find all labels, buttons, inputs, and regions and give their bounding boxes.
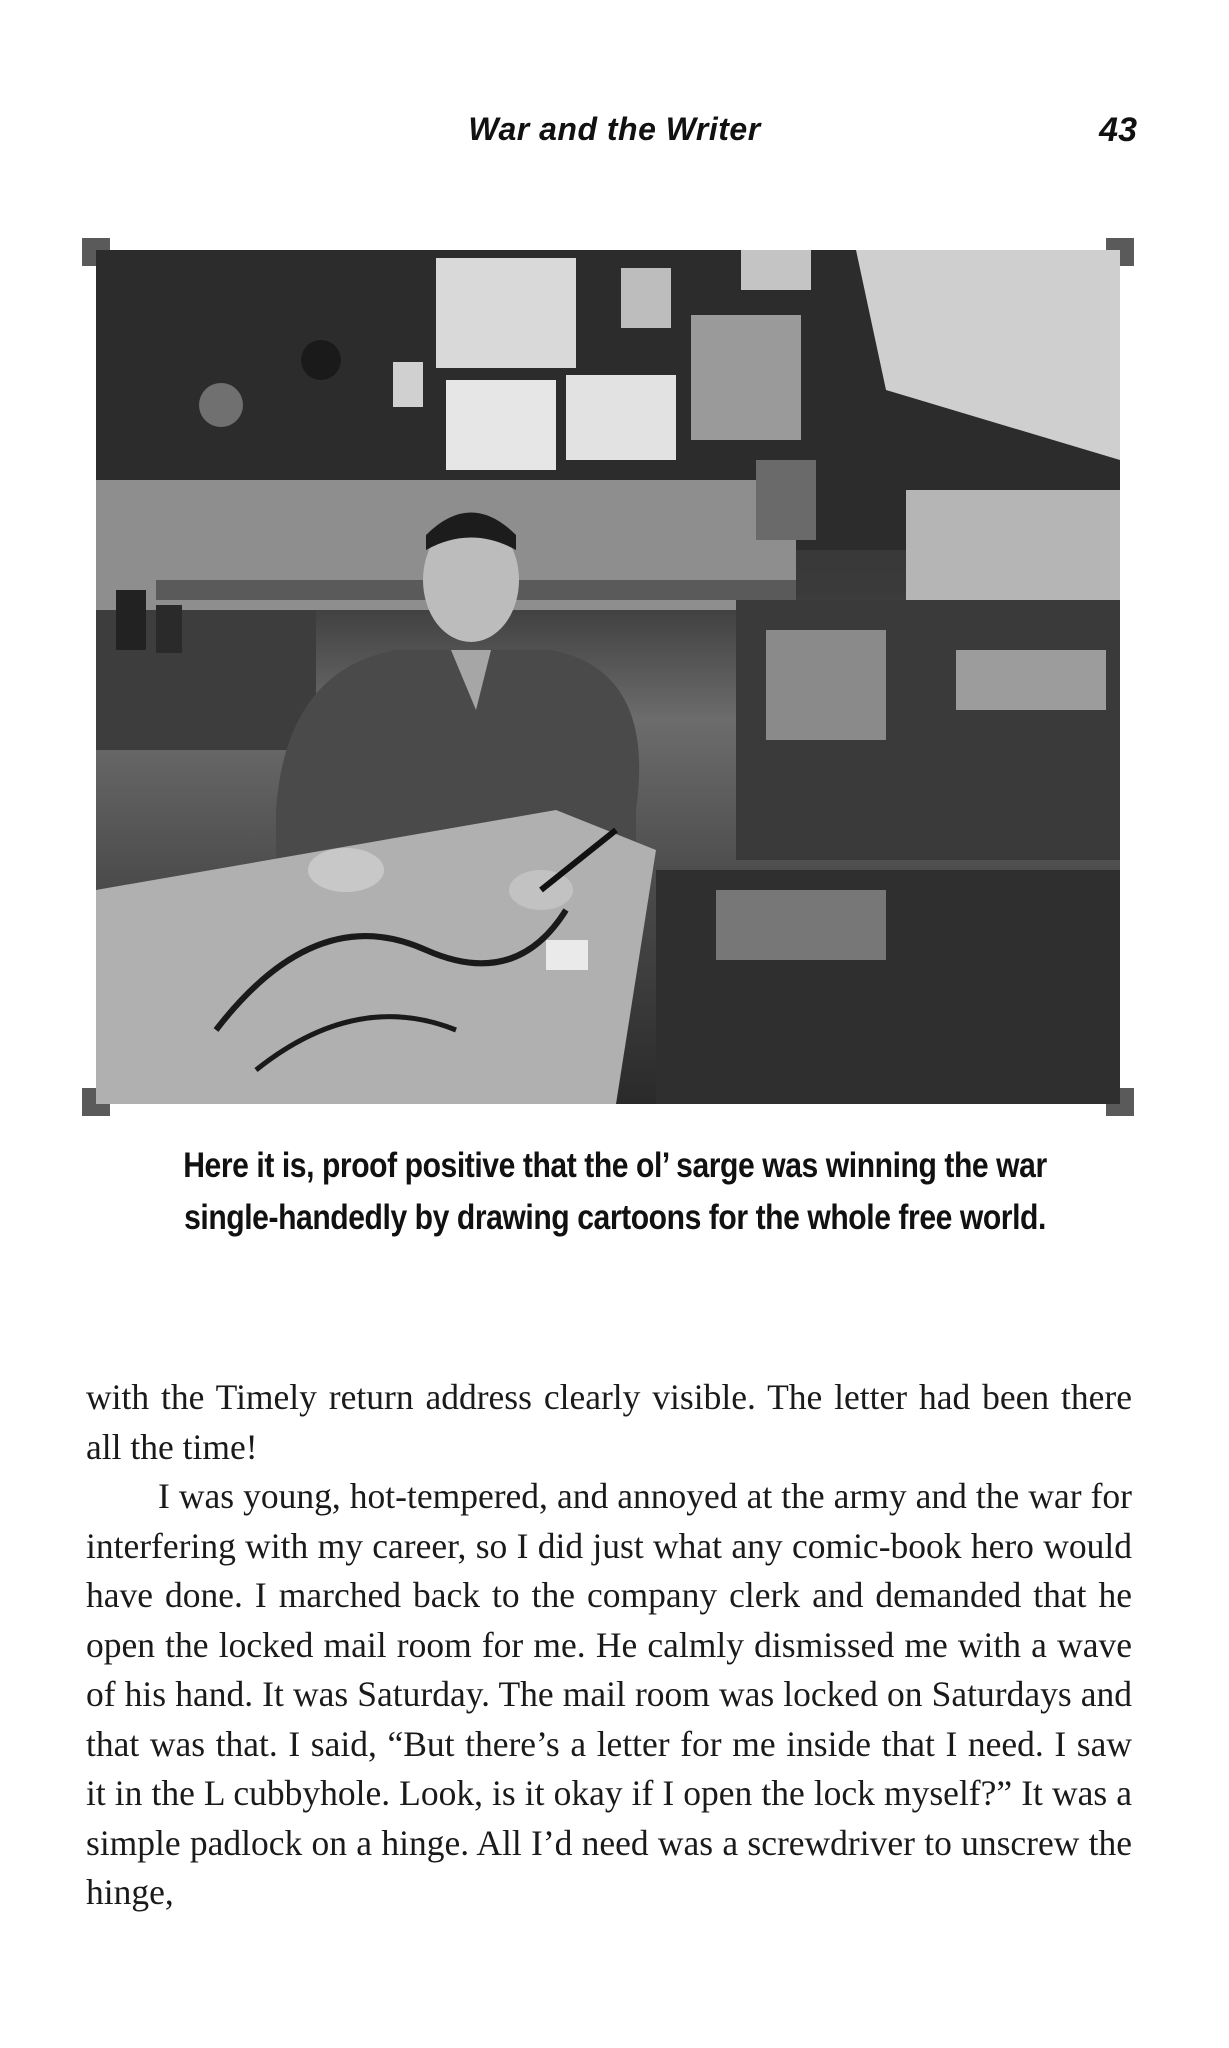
paragraph: I was young, hot-tempered, and annoyed at the army and the war for interfering with my career, so I did just what any comic-book hero would have done. I marched back to the company clerk and demanded that he open the locked mail room for me. He calmly dismissed me with a wave of his hand. It was Saturday. The mail room was locked on Saturdays and that was that. I said, “But there’s a letter for me inside that I need. I saw it in the L cubbyhole. Look, is it okay if I open the lock myself?” It was a simple padlock on a hinge. All I’d need was a screwdriver to unscrew the hinge, bbox=[86, 1476, 1132, 1912]
stacked-books bbox=[956, 650, 1106, 710]
pinned-paper bbox=[566, 375, 676, 460]
pinned-cartoon bbox=[741, 250, 811, 290]
running-head bbox=[0, 105, 1229, 155]
wall-gauge bbox=[199, 383, 243, 427]
pin-up-picture bbox=[691, 315, 801, 440]
wall-calendar bbox=[756, 460, 816, 540]
pinned-sketch bbox=[436, 258, 576, 368]
photograph-illustration bbox=[96, 250, 1120, 1104]
wall-frame bbox=[621, 268, 671, 328]
figure-caption: Here it is, proof positive that the ol’ sarge was winning the war single-handedly by drawing cartoons for the whole free world. bbox=[183, 1146, 1047, 1237]
photograph bbox=[96, 250, 1120, 1104]
wall-gauge bbox=[301, 340, 341, 380]
bottle bbox=[116, 590, 146, 650]
pinned-note bbox=[393, 362, 423, 407]
man-hand bbox=[308, 848, 384, 892]
paragraph: with the Timely return address clearly visible. The letter had been there all the time! bbox=[86, 1377, 1132, 1467]
photo-frame bbox=[82, 238, 1134, 1116]
desk-papers bbox=[716, 890, 886, 960]
ink-jar bbox=[546, 940, 588, 970]
bottle bbox=[156, 605, 182, 653]
stacked-papers bbox=[766, 630, 886, 740]
running-title: War and the Writer bbox=[468, 111, 761, 147]
pinned-paper bbox=[446, 380, 556, 470]
page-number: 43 bbox=[1099, 111, 1137, 149]
body-text bbox=[86, 1373, 1132, 1918]
